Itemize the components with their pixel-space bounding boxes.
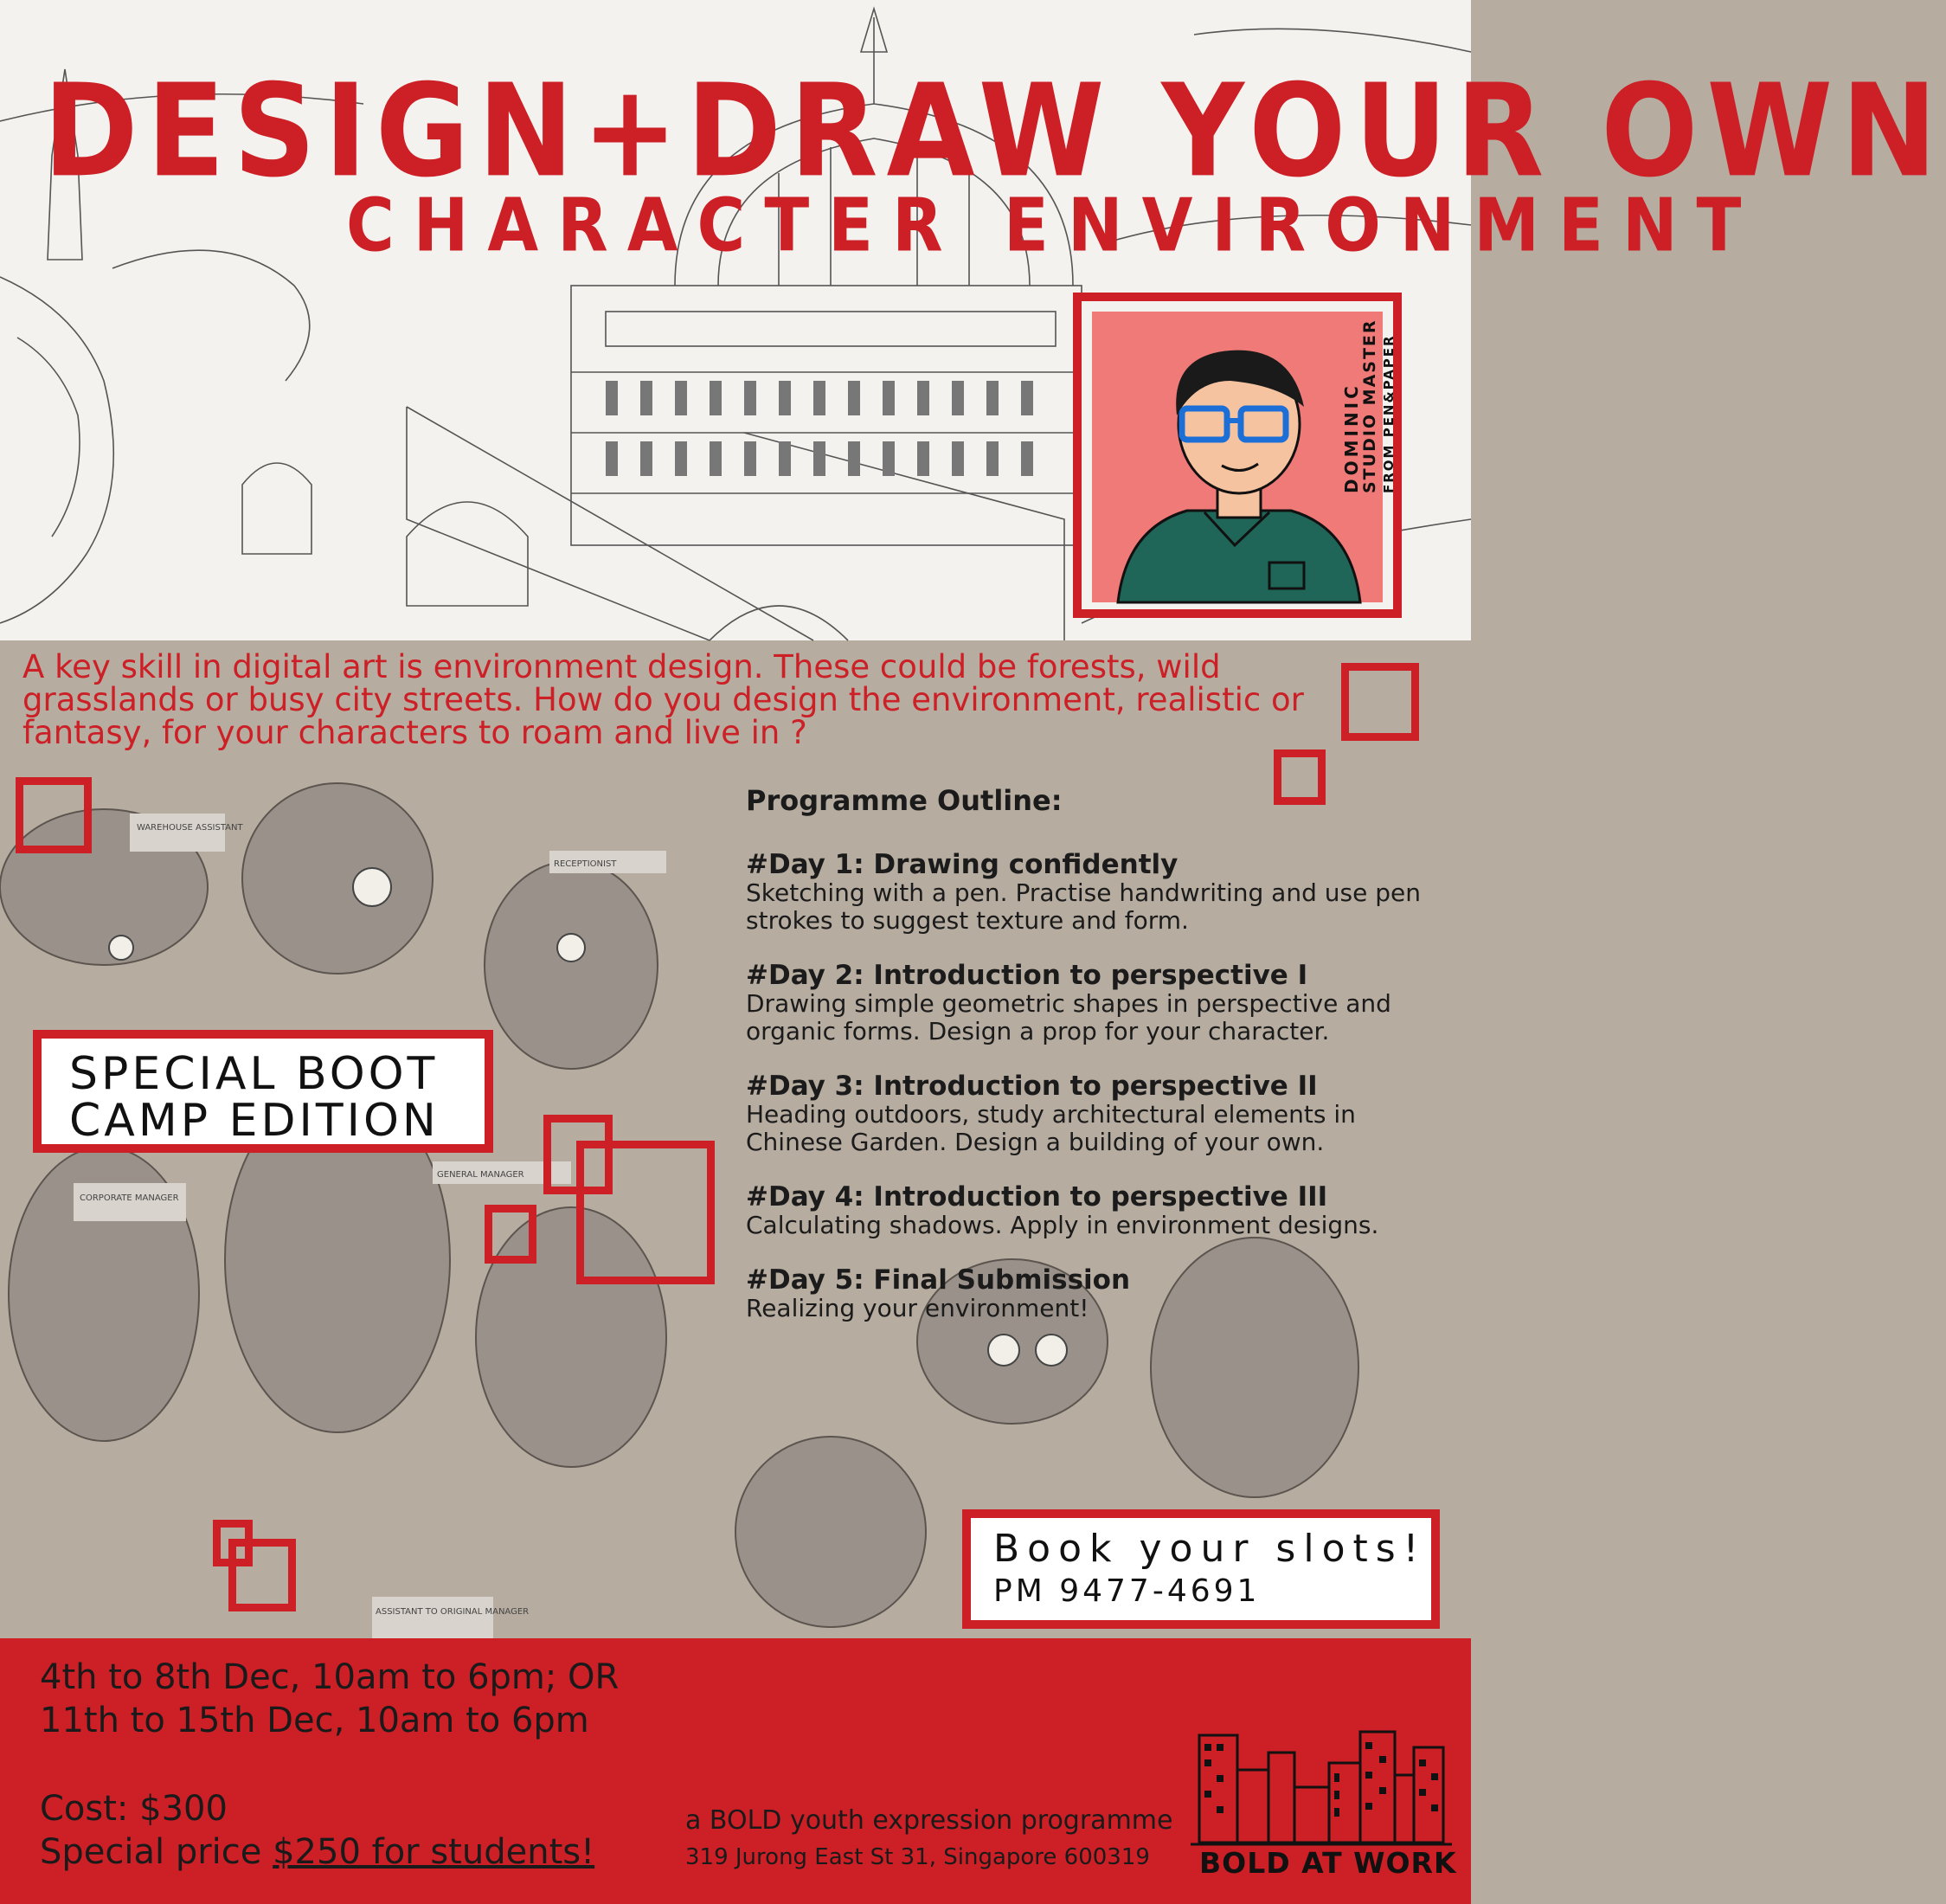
- day-title: #Day 4: Introduction to perspective III: [746, 1181, 1328, 1213]
- sketch-label: WAREHOUSE ASSISTANT: [137, 823, 243, 833]
- instructor-role: STUDIO MASTER: [1360, 318, 1379, 493]
- day-title: #Day 5: Final Submission: [746, 1264, 1131, 1296]
- day-title: #Day 1: Drawing confidently: [746, 849, 1179, 880]
- logo-text: BOLD AT WORK: [1199, 1846, 1457, 1880]
- day-item: [746, 1265, 1455, 1322]
- avatar-illustration: [1092, 312, 1383, 602]
- sketch-label: CORPORATE MANAGER: [80, 1193, 179, 1203]
- intro-text: A key skill in digital art is environment design. These could be forests, wild grasslands or busy city streets. How do you design the environment, realistic or fantasy, for your characters to roam and live in ?: [22, 648, 1304, 751]
- booking-phone[interactable]: PM 9477-4691: [993, 1573, 1261, 1609]
- headline-line2: CHARACTER ENVIRONMENT: [346, 182, 1761, 268]
- decor-square: [228, 1539, 296, 1611]
- day-item: [746, 1182, 1455, 1239]
- day-description: Heading outdoors, study architectural elements in Chinese Garden. Design a building of your own.: [746, 1100, 1356, 1156]
- day-description: Sketching with a pen. Practise handwriting and use pen strokes to suggest texture and form.: [746, 878, 1421, 935]
- day-item: [746, 961, 1455, 1045]
- hero-sketch: [0, 0, 1946, 640]
- portrait-caption: [1341, 383, 1362, 493]
- sketch-label: GENERAL MANAGER: [437, 1170, 524, 1180]
- sketch-label: RECEPTIONIST: [554, 859, 617, 869]
- instructor-portrait: [1092, 312, 1397, 602]
- outline-heading: Programme Outline:: [746, 784, 1063, 817]
- booking-cta: Book your slots!: [993, 1527, 1427, 1571]
- decor-square: [576, 1141, 715, 1284]
- bootcamp-badge: [33, 1030, 493, 1153]
- day-item: [746, 850, 1455, 935]
- special-price-line: [40, 1830, 594, 1874]
- programme-outline: [746, 784, 1455, 1348]
- programme-info: [685, 1803, 1172, 1875]
- pricing: [40, 1787, 594, 1874]
- headline-line1: DESIGN+DRAW YOUR OWN: [43, 56, 1946, 207]
- special-price-prefix: Special price: [40, 1832, 273, 1872]
- booking-box[interactable]: [962, 1509, 1440, 1629]
- schedule-line1: 4th to 8th Dec, 10am to 6pm; OR: [40, 1657, 620, 1697]
- schedule-dates: [40, 1656, 619, 1742]
- day-description: Calculating shadows. Apply in environment designs.: [746, 1211, 1379, 1239]
- portrait-role: [1360, 318, 1379, 493]
- day-item: [746, 1071, 1455, 1156]
- day-description: Realizing your environment!: [746, 1294, 1089, 1322]
- footer-band: [0, 1638, 1471, 1904]
- day-description: Drawing simple geometric shapes in perspective and organic forms. Design a prop for your character.: [746, 989, 1391, 1045]
- sketch-label: ASSISTANT TO ORIGINAL MANAGER: [376, 1607, 530, 1617]
- cost-text: Cost: $300: [40, 1789, 228, 1829]
- decor-square: [1341, 663, 1419, 741]
- portrait-studio: [1381, 334, 1397, 493]
- bootcamp-line1: SPECIAL BOOT: [69, 1048, 439, 1100]
- address: 319 Jurong East St 31, Singapore 600319: [685, 1844, 1150, 1870]
- special-price: $250 for students!: [273, 1832, 595, 1872]
- schedule-line2: 11th to 15th Dec, 10am to 6pm: [40, 1701, 589, 1740]
- instructor-portrait-frame: [1073, 293, 1402, 618]
- day-title: #Day 3: Introduction to perspective II: [746, 1071, 1318, 1102]
- programme-name: a BOLD youth expression programme: [685, 1805, 1173, 1836]
- decor-square: [16, 777, 92, 853]
- instructor-name: DOMINIC: [1341, 383, 1362, 493]
- decor-square: [485, 1205, 536, 1264]
- day-title: #Day 2: Introduction to perspective I: [746, 960, 1308, 991]
- instructor-studio: FROM PEN&PAPER: [1381, 334, 1397, 493]
- bootcamp-line2: CAMP EDITION: [69, 1095, 440, 1147]
